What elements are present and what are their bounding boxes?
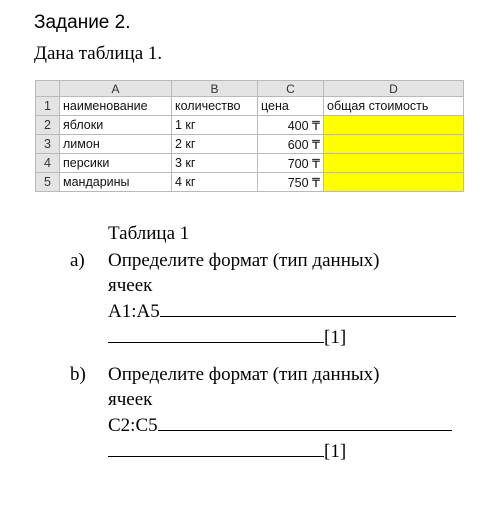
question-a xyxy=(70,248,490,358)
column-header-row xyxy=(36,81,464,97)
table-row xyxy=(36,135,464,154)
cell-range: C2:C5 xyxy=(108,415,158,436)
row-number: 1 xyxy=(36,97,60,116)
cell-a4: персики xyxy=(60,154,172,173)
row-number: 5 xyxy=(36,173,60,192)
cell-b2: 1 кг xyxy=(172,116,258,135)
column-header-a: A xyxy=(60,81,172,97)
cell-c3: 600 ₸ xyxy=(258,135,324,154)
question-text: Определите формат (тип данных) xyxy=(108,250,380,271)
column-header-d: D xyxy=(324,81,464,97)
table-row xyxy=(36,154,464,173)
question-text: Определите формат (тип данных) xyxy=(108,364,380,385)
question-text-cont: ячеек xyxy=(108,389,153,410)
corner-cell xyxy=(36,81,60,97)
cell-b4: 3 кг xyxy=(172,154,258,173)
task-intro: Дана таблица 1. xyxy=(34,43,163,64)
row-number: 2 xyxy=(36,116,60,135)
cell-a1: наименование xyxy=(60,97,172,116)
question-marker: b) xyxy=(70,364,86,385)
cell-b1: количество xyxy=(172,97,258,116)
cell-range: A1:A5 xyxy=(108,301,160,322)
cell-d2 xyxy=(324,116,464,135)
cell-c5: 750 ₸ xyxy=(258,173,324,192)
cell-c2: 400 ₸ xyxy=(258,116,324,135)
cell-d3 xyxy=(324,135,464,154)
cell-d5 xyxy=(324,173,464,192)
column-header-c: C xyxy=(258,81,324,97)
question-text-cont: ячеек xyxy=(108,275,153,296)
cell-d4 xyxy=(324,154,464,173)
cell-b3: 2 кг xyxy=(172,135,258,154)
answer-line-cont[interactable] xyxy=(108,438,324,457)
column-header-b: B xyxy=(172,81,258,97)
cell-a2: яблоки xyxy=(60,116,172,135)
table-caption: Таблица 1 xyxy=(108,223,190,244)
task-title: Задание 2. xyxy=(34,12,131,33)
answer-line[interactable] xyxy=(160,298,456,317)
question-marker: a) xyxy=(70,250,85,271)
answer-line[interactable] xyxy=(158,412,452,431)
cell-a3: лимон xyxy=(60,135,172,154)
answer-line-cont[interactable] xyxy=(108,324,324,343)
cell-c1: цена xyxy=(258,97,324,116)
table-row xyxy=(36,116,464,135)
cell-c4: 700 ₸ xyxy=(258,154,324,173)
row-number: 3 xyxy=(36,135,60,154)
row-number: 4 xyxy=(36,154,60,173)
score-mark: [1] xyxy=(324,327,347,348)
table-row xyxy=(36,173,464,192)
question-b xyxy=(70,362,490,472)
table-row xyxy=(36,97,464,116)
spreadsheet-table xyxy=(35,80,464,192)
cell-d1: общая стоимость xyxy=(324,97,464,116)
score-mark: [1] xyxy=(324,441,347,462)
cell-b5: 4 кг xyxy=(172,173,258,192)
cell-a5: мандарины xyxy=(60,173,172,192)
